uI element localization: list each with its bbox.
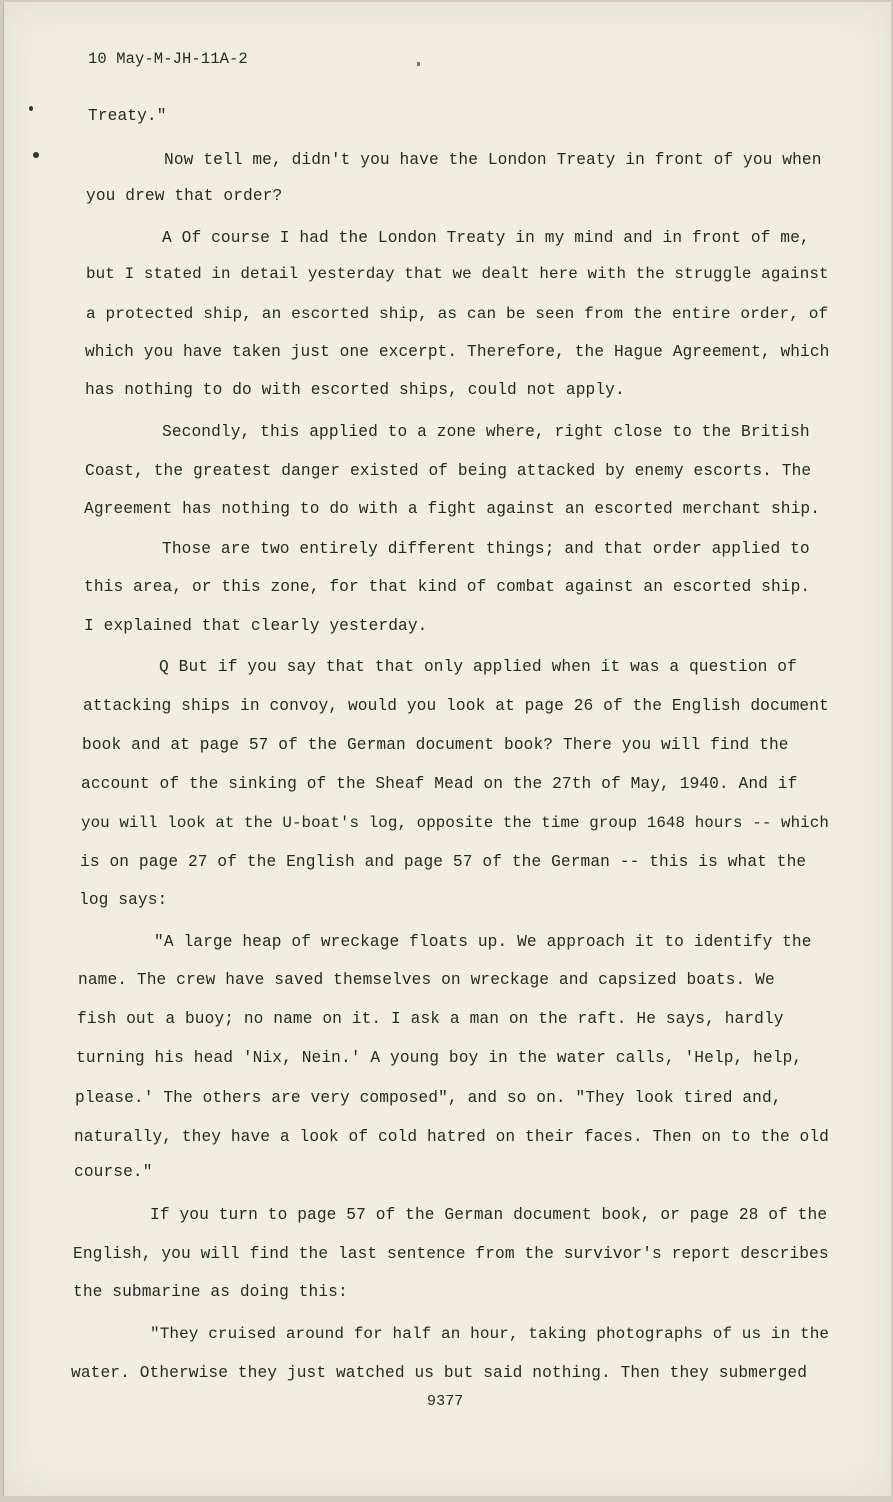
text-line: course." [74,1163,153,1181]
text-line: please.' The others are very composed", and so on. "They look tired and, [75,1089,782,1107]
text-line: I explained that clearly yesterday. [84,617,428,635]
text-line: If you turn to page 57 of the German document book, or page 28 of the [150,1206,828,1224]
text-line: account of the sinking of the Sheaf Mead on the 27th of May, 1940. And if [81,775,798,793]
text-line: turning his head 'Nix, Nein.' A young boy in the water calls, 'Help, help, [76,1049,803,1067]
text-line: fish out a buoy; no name on it. I ask a man on the raft. He says, hardly [77,1010,784,1028]
text-line: this area, or this zone, for that kind of combat against an escorted ship. [84,578,811,596]
text-line: A Of course I had the London Treaty in my mind and in front of me, [162,229,810,247]
header-reference: 10 May-M-JH-11A-2 [88,50,248,68]
text-line: attacking ships in convoy, would you look at page 26 of the English document [83,697,829,715]
text-line: has nothing to do with escorted ships, could not apply. [85,381,625,399]
text-line: Q But if you say that that only applied when it was a question of [159,658,797,676]
punch-hole-mark [33,152,39,158]
stray-mark [417,62,420,66]
text-line: Now tell me, didn't you have the London Treaty in front of you when [164,151,822,169]
text-line: Secondly, this applied to a zone where, right close to the British [162,423,810,441]
text-line: you will look at the U-boat's log, opposite the time group 1648 hours -- which [81,814,829,832]
punch-hole-mark [29,106,33,111]
text-line: which you have taken just one excerpt. Therefore, the Hague Agreement, which [85,343,830,361]
text-line: Agreement has nothing to do with a fight against an escorted merchant ship. [84,500,821,518]
text-line: you drew that order? [86,187,283,205]
text-line: water. Otherwise they just watched us but said nothing. Then they submerged [71,1364,808,1382]
text-line: "They cruised around for half an hour, taking photographs of us in the [150,1325,830,1343]
text-line: name. The crew have saved themselves on wreckage and capsized boats. We [78,971,775,989]
text-line: log says: [79,891,168,909]
text-line: "A large heap of wreckage floats up. We approach it to identify the [154,933,812,951]
text-line: is on page 27 of the English and page 57 of the German -- this is what the [80,853,807,871]
text-line: Coast, the greatest danger existed of being attacked by enemy escorts. The [85,462,812,480]
text-line: a protected ship, an escorted ship, as can be seen from the entire order, of [86,305,829,323]
text-line: book and at page 57 of the German document book? There you will find the [82,736,789,754]
text-line: naturally, they have a look of cold hatred on their faces. Then on to the old [74,1128,829,1146]
text-line: but I stated in detail yesterday that we dealt here with the struggle against [86,265,829,283]
text-line: English, you will find the last sentence from the survivor's report describes [73,1245,829,1263]
text-line: the submarine as doing this: [73,1283,348,1301]
text-line: Those are two entirely different things; and that order applied to [162,540,810,558]
text-line: Treaty." [88,107,167,125]
document-page [3,2,891,1496]
page-number: 9377 [427,1393,464,1410]
